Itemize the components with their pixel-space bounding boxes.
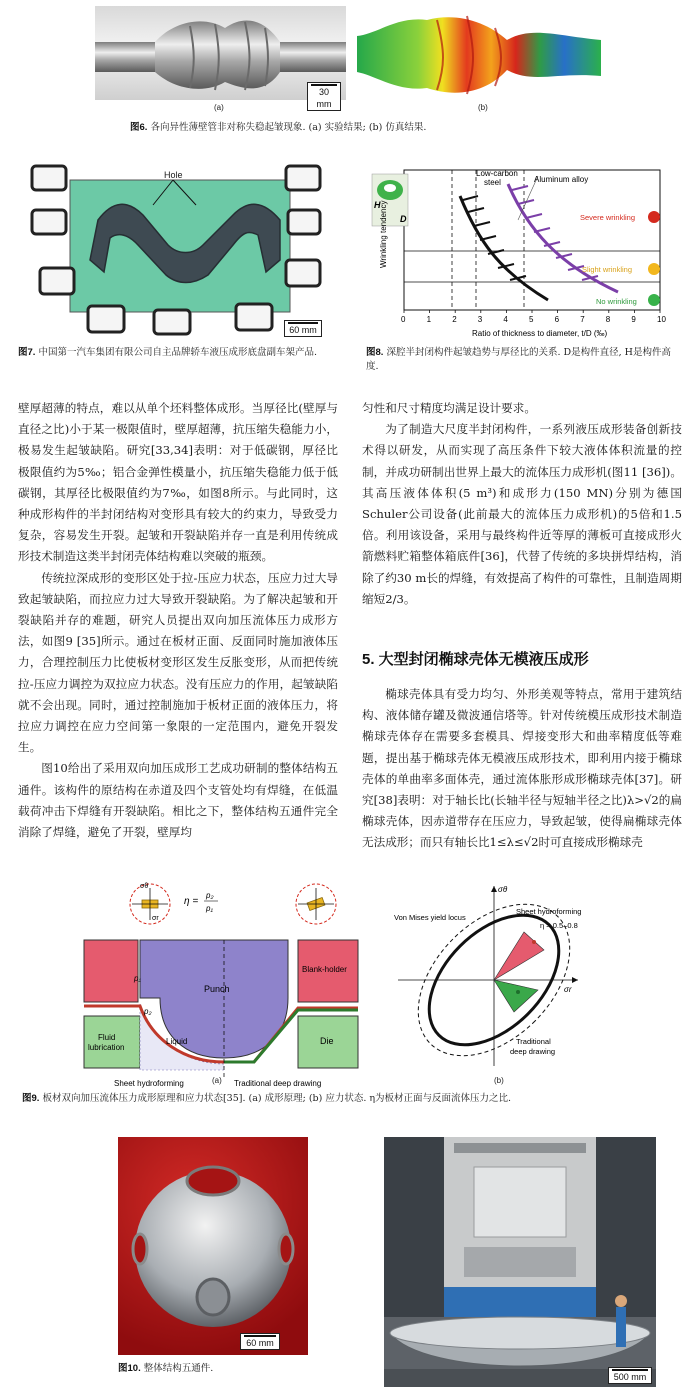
fig9-traditional-drawing: Traditional deep drawing — [234, 1079, 322, 1088]
right-column-top — [362, 398, 682, 610]
fig9-fluid-2: lubrication — [88, 1043, 125, 1052]
wrinkling-tendency-plot — [368, 160, 678, 340]
fig6-caption — [130, 121, 580, 135]
fig9-p1: p₁ — [134, 974, 141, 983]
left-paragraph-3: 图10给出了采用双向加压成形工艺成功研制的整体结构五通件。该构件的原结构在赤道及四个支管处均有焊缝，在低温载荷冲击下焊缝有开裂缺陷。相比之下，整体结构五通件完全消除了焊缝，避免了开裂，壁厚均 — [18, 761, 338, 840]
fig6-sub-a: (a) — [214, 103, 224, 112]
fig9-sigma-theta: σθ — [140, 883, 149, 890]
fig9-blankholder: Blank-holder — [302, 965, 347, 974]
fig8-caption — [366, 346, 682, 374]
fig8-caption-number: 图8. — [366, 347, 384, 358]
fig9-caption-number: 图9. — [22, 1093, 40, 1104]
fig9b-diagram — [388, 880, 588, 1070]
fig8-tick-label: 1 — [426, 315, 432, 324]
right-column-bottom — [362, 684, 682, 854]
fig10-photo — [118, 1137, 308, 1355]
fig10-caption — [118, 1362, 318, 1376]
fig9b-sheet-label: Sheet hydroforming — [516, 907, 582, 916]
fig8-tick-label: 4 — [503, 315, 508, 324]
fig9-liquid: Liquid — [166, 1037, 188, 1046]
fig9b-sigma-r: σr — [564, 985, 572, 994]
fig9-caption — [22, 1092, 682, 1106]
fig9-punch: Punch — [204, 984, 230, 994]
fig8-severe-dot — [648, 211, 660, 223]
fig8-lowcarbon-line2: steel — [484, 178, 501, 187]
fig8-x-ticks — [401, 310, 666, 324]
fig8-ylabel: Wrinkling tendency — [379, 200, 388, 268]
fig9a-diagram — [84, 880, 384, 1090]
left-paragraph-1: 壁厚超薄的特点，难以从单个坯料整体成形。当厚径比(壁厚与直径之比)小于某一极限值时，壁厚超薄，抗压缩失稳能力小，极易发生起皱缺陷。研究[33,34]表明：对于低碳钢，厚径比极限值约为5‰；铝合金弹性模量小，抗压缩失稳能力低于低碳钢，其厚径比极限值约为7‰，如图8所示。与此同时，这种成形构件的半封闭结构对变形具有较大的约束力，导致受力复杂，容易发生开裂。起皱和开裂缺陷并存一直是利用传统成形技术制造这类半封闭壳体结构难以突破的瓶颈。 — [18, 401, 338, 564]
fig8-none-dot — [648, 294, 660, 306]
fig8-lowcarbon-line1: Low-carbon — [476, 169, 518, 178]
fig8-none-label: No wrinkling — [596, 297, 637, 306]
five-way-part-image — [118, 1137, 308, 1355]
hydroforming-machine-image — [384, 1137, 656, 1387]
fig8-tick-label: 2 — [452, 315, 457, 324]
fig7-scale-bar: 60 mm — [284, 320, 322, 337]
fig8-d-label: D — [400, 214, 407, 224]
right-paragraph-1: 匀性和尺寸精度均满足设计要求。 — [362, 401, 536, 415]
fig9b-eta-range: η = 0.5–0.8 — [540, 921, 578, 930]
subframe-image — [18, 160, 330, 338]
fig9-p2: p₂ — [144, 1007, 152, 1016]
fig8-tick-label: 6 — [554, 315, 560, 324]
fig9-eta-den: p₁ — [206, 904, 213, 913]
fig7-caption — [18, 346, 338, 360]
fig9-sheet-hydroforming: Sheet hydroforming — [114, 1079, 184, 1088]
fig8-tick-label: 9 — [631, 315, 636, 324]
fig9b-sigma-theta: σθ — [498, 885, 508, 894]
fig9-eta-num: p₂ — [206, 891, 214, 900]
right-paragraph-3: 椭球壳体具有受力均匀、外形美观等特点，常用于建筑结构、液体储存罐及微波通信塔等。针对传统模压成形技术制造椭球壳体存在需要多套模具、焊接变形大和曲率精度低等难题，提出基于椭球壳体无模液压成形技术，即利用内接于椭球壳体的单曲率多面体壳，通过流体胀形成形椭球壳体[37]。研究[38]表明：对于轴长比(长轴半径与短轴半径之比)λ>√2的扁椭球壳体，因赤道带存在压应力，导致起皱，使得扁椭球壳体无法成形；而只有轴长比1≤λ≤√2时可直接成形椭球壳 — [362, 687, 682, 850]
fig8-severe-label: Severe wrinkling — [580, 213, 636, 222]
fig8-slight-label: Slight wrinkling — [582, 265, 633, 274]
fig8-caption-text: 深腔半封闭构件起皱趋势与厚径比的关系. D是构件直径, H是构件高度. — [366, 347, 671, 372]
fig10-caption-number: 图10. — [118, 1363, 141, 1374]
fig9-sigma-r: σr — [152, 915, 159, 922]
fig9-sub-b: (b) — [494, 1076, 504, 1085]
right-paragraph-2: 为了制造大尺度半封闭构件，一系列液压成形装备创新技术得以研发，从而实现了高压条件下较大液体体积流量的控制，并成功研制出世界上最大的流体压力成形机(图11 [36])。其高压液体体积(5 m³)和成形力(150 MN)分别为德国Schuler公司设备(此前最大的流体压力成形机)的5倍和1.5倍。利用该设备，采用与最终构件近等厚的薄板可直接成形火箭燃料贮箱整体箱底件[36]，代替了传统的多块拼焊结构，消除了约30 m长的焊缝，有效提高了构件的可靠性，且制造周期缩短2/3。 — [362, 422, 682, 606]
fig8-tick-label: 3 — [477, 315, 483, 324]
fig6-scale-bar: 30 mm — [307, 82, 341, 111]
fig7-caption-text: 中国第一汽车集团有限公司自主品牌轿车液压成形底盘副车架产品. — [35, 347, 317, 358]
fig8-tick-label: 5 — [529, 315, 534, 324]
fig9b-traditional-2: deep drawing — [510, 1047, 556, 1056]
fig9-caption-text: 板材双向加压流体压力成形原理和应力状态[35]. (a) 成形原理; (b) 应力状态. η为板材正面与反面流体压力之比. — [39, 1093, 512, 1104]
fig6-sub-b: (b) — [478, 103, 488, 112]
fig8-tick-label: 7 — [580, 315, 585, 324]
fig9-fluid-1: Fluid — [98, 1033, 116, 1042]
stress-state-diagram — [388, 880, 588, 1070]
fig9-die: Die — [320, 1036, 334, 1046]
fig9-eta: η = — [184, 896, 199, 907]
fig6-caption-text: 各向异性薄壁管非对称失稳起皱现象. (a) 实验结果; (b) 仿真结果. — [147, 122, 427, 133]
fig9-sub-a: (a) — [212, 1076, 222, 1085]
fig8-chart — [368, 160, 678, 340]
fig7-caption-number: 图7. — [18, 347, 36, 358]
fig9b-vonmises-label: Von Mises yield locus — [394, 913, 466, 922]
fig8-tick-label: 8 — [605, 315, 611, 324]
fig8-tick-label: 0 — [401, 315, 406, 324]
fig6-sim-b — [357, 6, 601, 100]
fig10-caption-text: 整体结构五通件. — [140, 1363, 214, 1374]
section-heading: 5. 大型封闭椭球壳体无模液压成形 — [362, 651, 589, 668]
fig7-hole-label: Hole — [164, 170, 183, 180]
fig9b-traditional-1: Traditional — [516, 1037, 551, 1046]
sheet-hydroforming-principle — [84, 880, 384, 1090]
fig7-photo — [18, 160, 330, 338]
fig8-slight-dot — [648, 263, 660, 275]
fig11-photo — [384, 1137, 656, 1387]
fig6-caption-number: 图6. — [130, 122, 148, 133]
fig8-tick-label: 10 — [657, 315, 666, 324]
fig8-xlabel: Ratio of thickness to diameter, t/D (‰) — [472, 329, 608, 338]
fig8-h-label: H — [374, 200, 381, 210]
left-column — [18, 398, 338, 843]
fig6-photo-a — [95, 6, 346, 109]
simulation-contour-image — [357, 6, 601, 100]
fig11-scale-bar: 500 mm — [608, 1367, 652, 1384]
fig8-aluminum-label: Aluminum alloy — [534, 175, 589, 184]
fig10-scale-bar: 60 mm — [240, 1333, 280, 1350]
left-paragraph-2: 传统拉深成形的变形区处于拉-压应力状态，压应力过大导致起皱缺陷，而拉应力过大导致开裂缺陷。为了解决起皱和开裂缺陷并存的难题，研究人员提出双向加压流体压力成形方法，如图9 [35]所示。通过在板材正面、反面同时施加液体压力，合理控制压力比使板材变形区发生反胀变形，从而把传统拉-压应力调控为双拉应力状态。没有压应力的作用，起皱缺陷就不会出现。同时，通过控制施加于板材正面的液体压力，将拉应力调控在应力空间第一象限的一定范围内，避免开裂发生。 — [18, 570, 338, 755]
